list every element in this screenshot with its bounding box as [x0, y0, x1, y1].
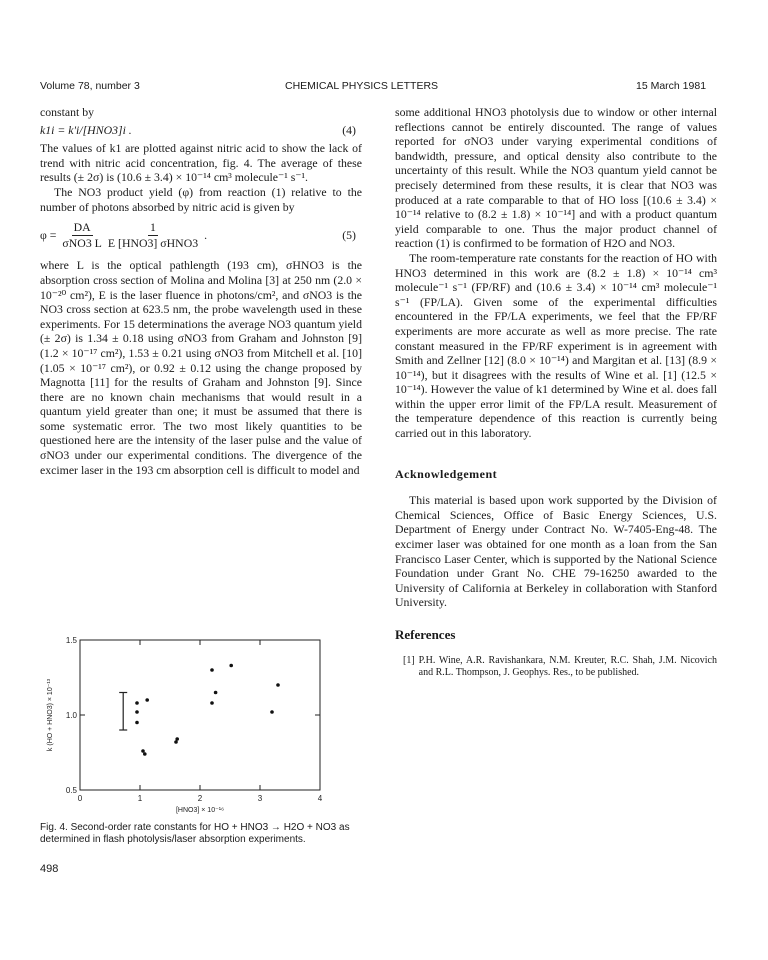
equation-5-number: (5) — [342, 227, 356, 242]
reference-number: [1] — [403, 654, 415, 666]
paragraph: some additional HNO3 photolysis due to window or other internal reflections cannot be entirely discounted. The range of values reported for σNO3 under varying experimental conditions of bandwidth, pressure, and optical density also contribute to the uncertainty of this result. While the NO3 quantum yield cannot be precisely determined from these results, it is clear that NO3 was produced at a rate comparable to that of HO loss [(10.6 ± 3.4) × 10⁻¹⁴ relative to (8.2 ± 1.8) × 10⁻¹⁴] and with a product quantum yield comparable to one. Thus the major product channel of reaction (1) is confirmed to be formation of H2O and NO3. — [395, 105, 717, 251]
paragraph: where L is the optical pathlength (193 cm), σHNO3 is the absorption cross section of Molina and Molina [3] at 250 nm (2.0 × 10⁻²⁰ cm²), E is the laser fluence in photons/cm², and σNO3 is the NO3 cross section at 623.5 nm, the probe wavelength used in these experiments. For 15 determinations the average NO3 quantum yield (± 2σ) is 1.34 ± 0.18 using σNO3 from Graham and Johnston [9] (1.2 × 10⁻¹⁷ cm²), 1.53 ± 0.21 using σNO3 from Mitchell et al. [10] (1.05 × 10⁻¹⁷ cm²), or 0.92 ± 0.12 using the change proposed by Magnotta [11] for the results of Graham and Johnston [9]. Since there are no known chain mechanisms that would result in a quantum yield greater than one; it must be assumed that there is some systematic error. The two most likely quantities to be questioned here are the intensity of the laser pulse and the value of σNO3 under our experimental conditions. The divergence of the excimer laser in the 193 cm absorption cell is difficult to model and — [40, 258, 362, 477]
equation-4 — [40, 123, 362, 138]
data-point — [135, 721, 139, 725]
page-number: 498 — [40, 863, 59, 875]
data-point — [135, 701, 139, 705]
y-axis-label: k (HO + HNO3) × 10⁻¹³ — [47, 678, 54, 752]
acknowledgement-text: This material is based upon work supported by the Division of Chemical Sciences, Office of Basic Energy Sciences, U.S. Department of Energy under Contract No. W-7405-Eng-48. The excimer laser was obtained for one month as a loan from the San Francisco Laser Center, which is supported by the National Science Foundation under Grant No. CHE 79-16250 awarded to the University of California at Berkeley in collaboration with Stanford University. — [395, 493, 717, 610]
reference-text: P.H. Wine, A.R. Ravishankara, N.M. Kreuter, R.C. Shah, J.M. Nicovich and R.L. Thompson, J. Geophys. Res., to be published. — [418, 654, 717, 678]
paragraph: The values of k1 are plotted against nitric acid to show the lack of trend with nitric acid concentration, fig. 4. The average of these results (± 2σ) is (10.6 ± 3.4) × 10⁻¹⁴ cm³ molecule⁻¹ s⁻¹. — [40, 141, 362, 185]
data-point — [210, 701, 214, 705]
paragraph: The room-temperature rate constants for the reaction of HO with HNO3 determined in this work are (8.2 ± 1.8) × 10⁻¹⁴ cm³ molecule⁻¹ s⁻¹ (FP/RF) and (10.6 ± 3.4) × 10⁻¹⁴ cm³ molecule⁻¹ s⁻¹ (FP/LA). Given some of the experimental difficulties encountered in the FP/LA experiments, we feel that the FP/RF experiments are more accurate as well as more precise. The rate constant measured in the FP/RF experiment is in agreement with Smith and Zellner [12] (8.0 × 10⁻¹⁴) and Margitan et al. [13] (8.9 × 10⁻¹⁴), but it disagrees with the results of Wine et al. [1] (12.5 × 10⁻¹⁴). However the value of k1 determined by Wine et al. does fall within the upper error limit of the FP/LA result. Measurement of the temperature dependence of this reaction is currently being carried out in this laboratory. — [395, 250, 717, 441]
data-point — [141, 749, 145, 753]
x-tick-label: 2 — [197, 794, 203, 803]
equation-4-number: (4) — [342, 122, 356, 137]
figure-4-chart — [40, 630, 370, 815]
header-date: 15 March 1981 — [636, 80, 707, 92]
equation-5-denominator-a: σNO3 L — [62, 235, 102, 250]
x-tick-label: 0 — [77, 794, 83, 803]
data-point — [145, 698, 149, 702]
y-tick-label: 1.0 — [65, 711, 77, 720]
paragraph: constant by — [40, 105, 95, 119]
x-axis-label: [HNO3] × 10⁻¹⁶ — [175, 807, 225, 814]
equation-4-body: k1i = k'i/[HNO3]i . — [40, 122, 132, 137]
data-point — [270, 710, 274, 714]
x-tick-label: 4 — [317, 794, 323, 803]
figure-caption: Fig. 4. Second-order rate constants for HO + HNO3 → H2O + NO3 as determined in flash photolysis/laser absorption experiments. — [40, 822, 350, 845]
data-point — [214, 691, 218, 695]
left-column — [40, 105, 362, 477]
right-column — [395, 105, 717, 679]
equation-5-fraction-a — [62, 220, 101, 250]
y-tick-label: 1.5 — [65, 636, 77, 645]
equation-5-fraction-b — [108, 220, 198, 250]
y-tick-label: 0.5 — [65, 786, 77, 795]
acknowledgement-heading: Acknowledgement — [395, 466, 498, 481]
paragraph: The NO3 product yield (φ) from reaction (1) relative to the number of photons absorbed by nitric acid is given by — [40, 184, 362, 214]
equation-5-lhs: φ = — [40, 227, 57, 242]
equation-5-numerator-a: DA — [73, 220, 91, 235]
plot-frame — [80, 640, 320, 790]
data-point — [143, 752, 147, 756]
equation-5 — [40, 220, 362, 250]
reference-item — [395, 655, 717, 679]
data-point — [229, 664, 233, 668]
equation-5-period: . — [204, 227, 208, 242]
data-point — [210, 668, 214, 672]
x-tick-label: 1 — [137, 794, 143, 803]
equation-5-numerator-b: 1 — [150, 220, 156, 235]
data-point — [276, 683, 280, 687]
equation-5-denominator-b: E [HNO3] σHNO3 — [107, 235, 199, 250]
header-journal: CHEMICAL PHYSICS LETTERS — [285, 80, 439, 92]
header-volume: Volume 78, number 3 — [40, 80, 140, 92]
x-tick-label: 3 — [257, 794, 263, 803]
references-heading: References — [395, 627, 456, 642]
data-point — [174, 740, 178, 744]
data-point — [135, 710, 139, 714]
